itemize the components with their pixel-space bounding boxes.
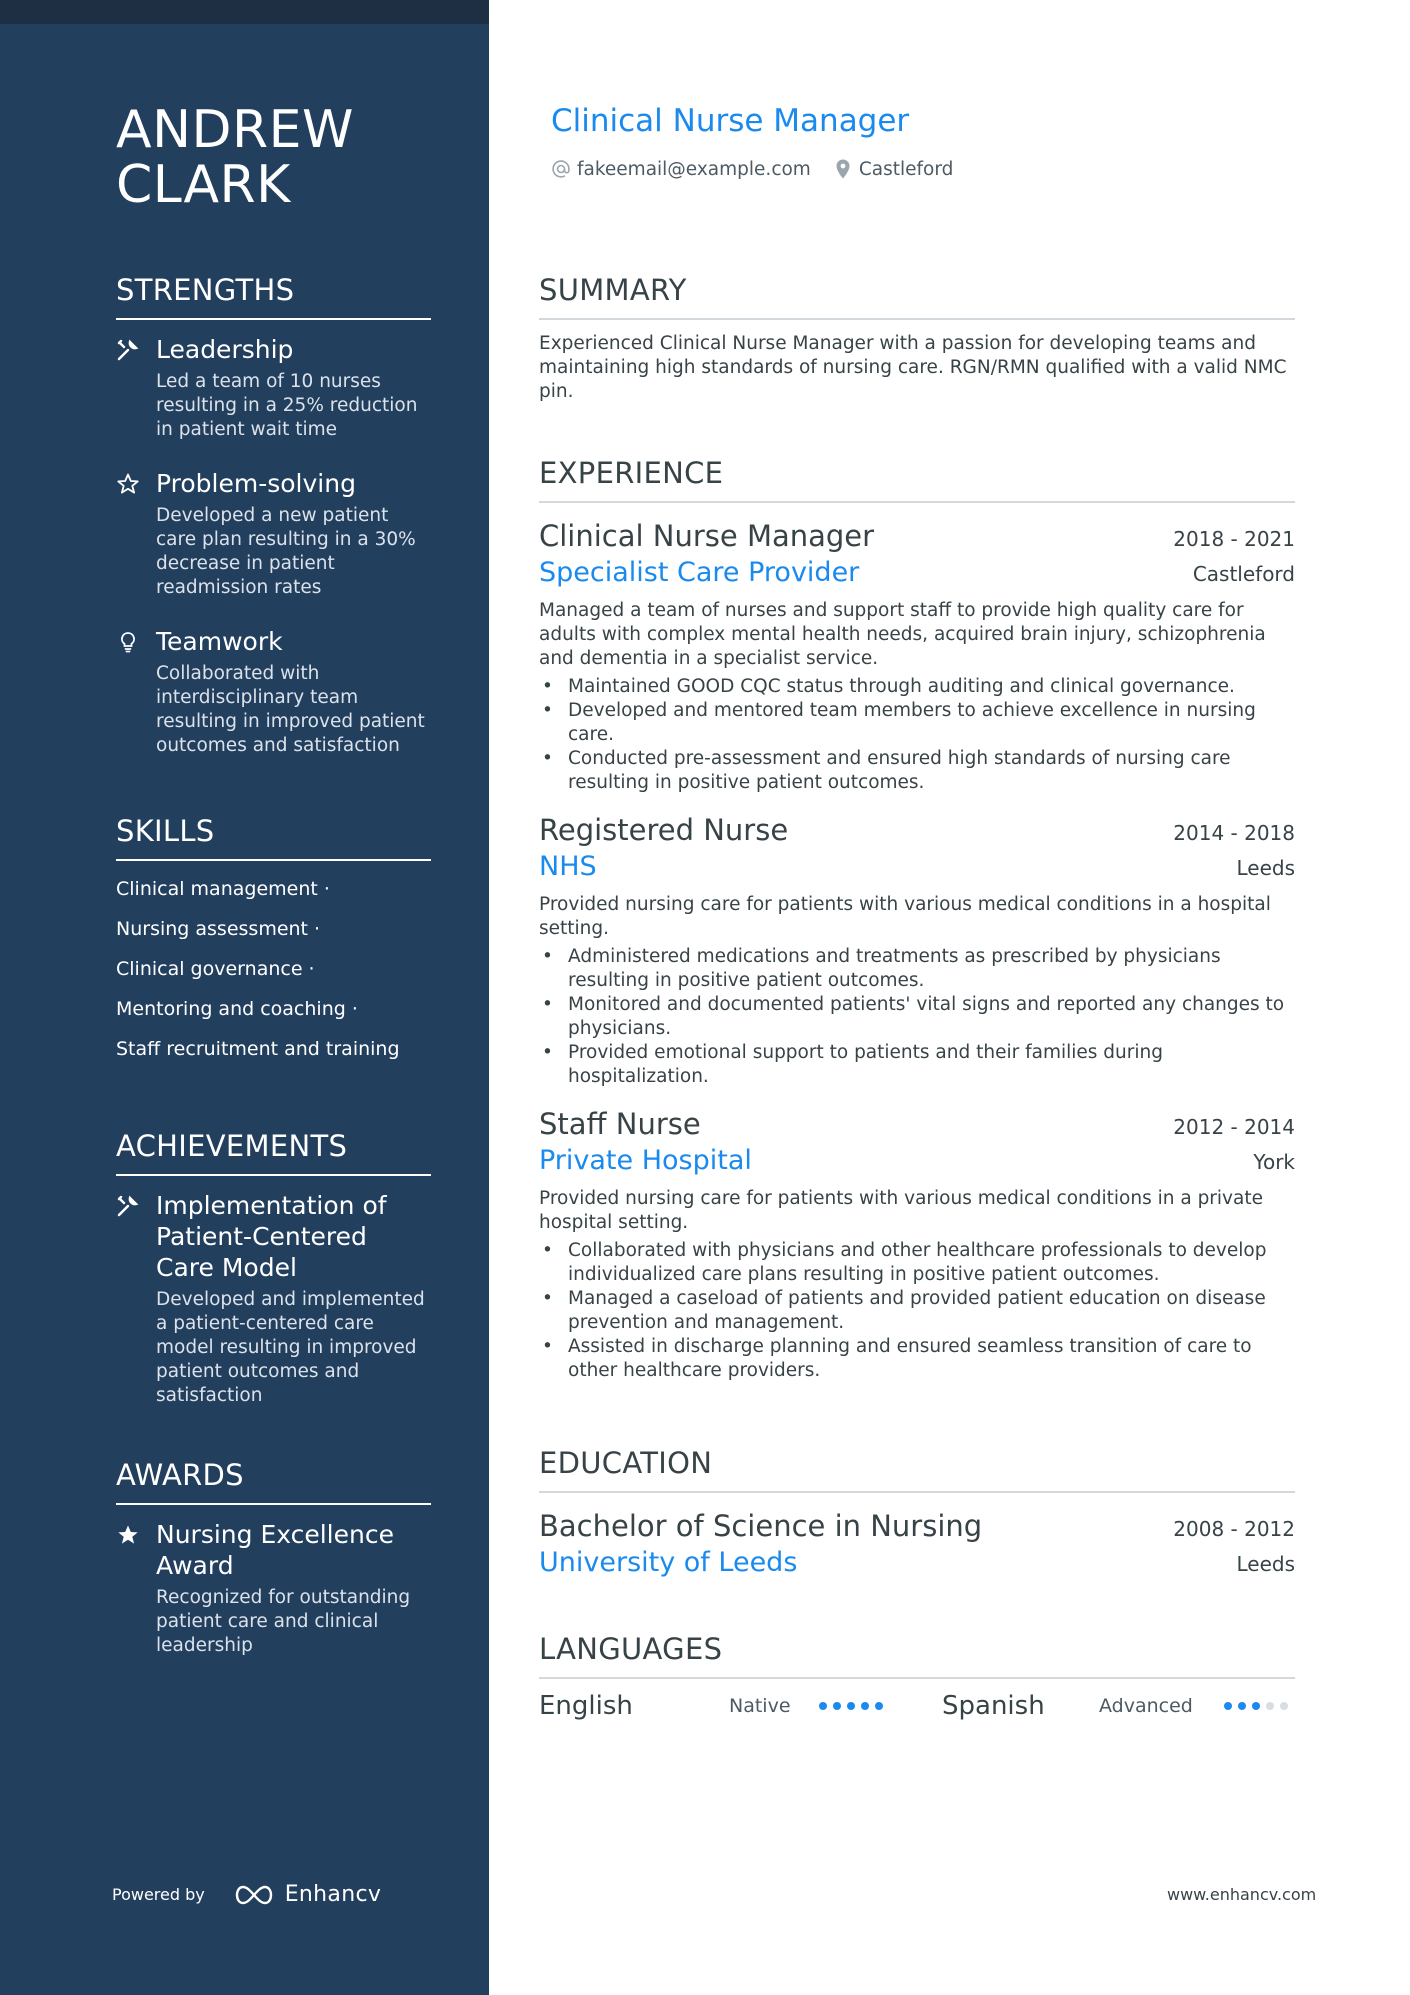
- website-link[interactable]: www.enhancv.com: [1167, 1885, 1317, 1904]
- wrench-icon: [116, 338, 140, 362]
- language-rating: [819, 1702, 942, 1710]
- location-pin-icon: [833, 158, 853, 180]
- job-location: York: [1253, 1150, 1295, 1174]
- education-title: EDUCATION: [539, 1445, 1295, 1493]
- job-dates: 2018 - 2021: [1173, 527, 1295, 551]
- achievement-desc: Developed and implemented a patient-centered care model resulting in improved patient outcomes and satisfaction: [156, 1289, 425, 1406]
- job-dates: 2012 - 2014: [1173, 1115, 1295, 1139]
- job-bullet: • Developed and mentored team members to achieve excellence in nursing care.: [539, 699, 1295, 747]
- languages-title: LANGUAGES: [539, 1631, 1295, 1679]
- language-list: [539, 1691, 1295, 1721]
- awards-section: [116, 1457, 431, 1658]
- job-bullet: • Conducted pre-assessment and ensured high standards of nursing care resulting in positive patient outcomes.: [539, 747, 1295, 795]
- education-dates: 2008 - 2012: [1173, 1517, 1295, 1541]
- rating-dot: [819, 1702, 827, 1710]
- wrench-icon: [116, 1194, 140, 1218]
- job-location: Leeds: [1236, 856, 1295, 880]
- email-text: fakeemail@example.com: [577, 158, 811, 180]
- rating-dot: [875, 1702, 883, 1710]
- job-entry: [539, 811, 1295, 1089]
- job-description: Provided nursing care for patients with various medical conditions in a private hospital setting.: [539, 1188, 1263, 1233]
- achievement-title: Implementation of Patient-Centered Care Model: [156, 1191, 387, 1282]
- language-level: Native: [729, 1695, 791, 1717]
- headline: Clinical Nurse Manager: [551, 103, 910, 139]
- strength-item: [116, 626, 431, 758]
- job-dates: 2014 - 2018: [1173, 821, 1295, 845]
- job-bullets: [539, 675, 1295, 795]
- strengths-title: STRENGTHS: [116, 272, 431, 320]
- rating-dot: [1252, 1702, 1260, 1710]
- strength-desc: Led a team of 10 nurses resulting in a 25% reduction in patient wait time: [156, 371, 418, 440]
- job-company: Private Hospital: [539, 1145, 752, 1176]
- strength-title: Leadership: [156, 335, 294, 364]
- language-level: Advanced: [1099, 1695, 1193, 1717]
- awards-title: AWARDS: [116, 1457, 431, 1505]
- language-name: English: [539, 1691, 633, 1721]
- languages-section: [539, 1631, 1295, 1721]
- skill-item: Staff recruitment and training: [116, 1038, 400, 1060]
- school: University of Leeds: [539, 1547, 798, 1578]
- award-title: Nursing Excellence Award: [156, 1520, 394, 1580]
- job-bullet: • Administered medications and treatments as prescribed by physicians resulting in positive patient outcomes.: [539, 945, 1295, 993]
- location-contact: [833, 158, 954, 180]
- degree: Bachelor of Science in Nursing: [539, 1509, 983, 1543]
- powered-by: [112, 1882, 381, 1907]
- strength-item: [116, 334, 431, 442]
- rating-dot: [847, 1702, 855, 1710]
- rating-dot: [1266, 1702, 1274, 1710]
- award-desc: Recognized for outstanding patient care and clinical leadership: [156, 1587, 411, 1656]
- skill-item: Nursing assessment ·: [116, 918, 321, 940]
- rating-dot: [861, 1702, 869, 1710]
- job-description: Managed a team of nurses and support staff to provide high quality care for adults with complex mental health needs, acquired brain injury, schizophrenia and dementia in a specialist service.: [539, 600, 1266, 669]
- name-first: ANDREW: [116, 100, 354, 160]
- skill-item: Clinical management ·: [116, 878, 330, 900]
- language-name: Spanish: [942, 1691, 1045, 1721]
- location-text: Castleford: [858, 158, 954, 180]
- job-entry: [539, 517, 1295, 795]
- rating-dot: [833, 1702, 841, 1710]
- lightbulb-icon: [116, 630, 140, 654]
- skills-title: SKILLS: [116, 813, 431, 861]
- strength-desc: Collaborated with interdisciplinary team resulting in improved patient outcomes and satisfaction: [156, 663, 425, 756]
- experience-title: EXPERIENCE: [539, 455, 1295, 503]
- summary-title: SUMMARY: [539, 272, 1295, 320]
- job-bullets: [539, 945, 1295, 1089]
- at-icon: [551, 159, 571, 179]
- education-entry: [539, 1507, 1295, 1581]
- job-bullet: • Maintained GOOD CQC status through auditing and clinical governance.: [539, 675, 1295, 699]
- job-bullets: [539, 1239, 1295, 1383]
- job-bullet: • Assisted in discharge planning and ensured seamless transition of care to other healthcare providers.: [539, 1335, 1295, 1383]
- summary-text: Experienced Clinical Nurse Manager with a passion for developing teams and maintaining high standards of nursing care. RGN/RMN qualified with a valid NMC pin.: [539, 333, 1287, 402]
- star-filled-icon: [116, 1523, 140, 1547]
- strength-title: Teamwork: [156, 627, 283, 656]
- strength-item: [116, 468, 431, 600]
- star-outline-icon: [116, 472, 140, 496]
- skill-list: [116, 877, 431, 1061]
- skills-section: [116, 813, 431, 1061]
- job-bullet: • Collaborated with physicians and other healthcare professionals to develop individualized care plans resulting in positive patient outcomes.: [539, 1239, 1295, 1287]
- achievement-item: [116, 1190, 431, 1408]
- sidebar: [0, 0, 489, 1995]
- summary-section: [539, 272, 1295, 404]
- achievements-section: [116, 1128, 431, 1408]
- job-bullet: • Monitored and documented patients' vital signs and reported any changes to physicians.: [539, 993, 1295, 1041]
- strength-title: Problem-solving: [156, 469, 356, 498]
- candidate-name: [116, 100, 354, 215]
- job-company: NHS: [539, 851, 597, 882]
- name-last: CLARK: [116, 155, 291, 215]
- experience-section: [539, 455, 1295, 1383]
- job-title: Registered Nurse: [539, 813, 789, 847]
- enhancv-logo[interactable]: [231, 1882, 381, 1907]
- sidebar-top-bar: [0, 0, 489, 24]
- email-contact[interactable]: [551, 158, 811, 180]
- job-company: Specialist Care Provider: [539, 557, 860, 588]
- rating-dot: [1280, 1702, 1288, 1710]
- education-section: [539, 1445, 1295, 1581]
- strength-desc: Developed a new patient care plan resulting in a 30% decrease in patient readmission rates: [156, 505, 416, 598]
- achievements-title: ACHIEVEMENTS: [116, 1128, 431, 1176]
- award-item: [116, 1519, 431, 1658]
- rating-dot: [1238, 1702, 1246, 1710]
- brand-name: Enhancv: [284, 1882, 382, 1907]
- job-bullet: • Provided emotional support to patients and their families during hospitalization.: [539, 1041, 1295, 1089]
- language-rating: [1224, 1702, 1288, 1710]
- job-location: Castleford: [1192, 562, 1295, 586]
- job-bullet: • Managed a caseload of patients and provided patient education on disease prevention and management.: [539, 1287, 1295, 1335]
- job-description: Provided nursing care for patients with various medical conditions in a hospital setting.: [539, 894, 1271, 939]
- enhancv-logo-icon: [231, 1883, 277, 1907]
- skill-item: Mentoring and coaching ·: [116, 998, 358, 1020]
- powered-by-text: Powered by: [112, 1885, 205, 1904]
- strengths-section: [116, 272, 431, 758]
- rating-dot: [1224, 1702, 1232, 1710]
- job-title: Staff Nurse: [539, 1107, 701, 1141]
- skill-item: Clinical governance ·: [116, 958, 315, 980]
- job-entry: [539, 1105, 1295, 1383]
- contact-info: [551, 158, 953, 180]
- job-title: Clinical Nurse Manager: [539, 519, 875, 553]
- education-location: Leeds: [1236, 1552, 1295, 1576]
